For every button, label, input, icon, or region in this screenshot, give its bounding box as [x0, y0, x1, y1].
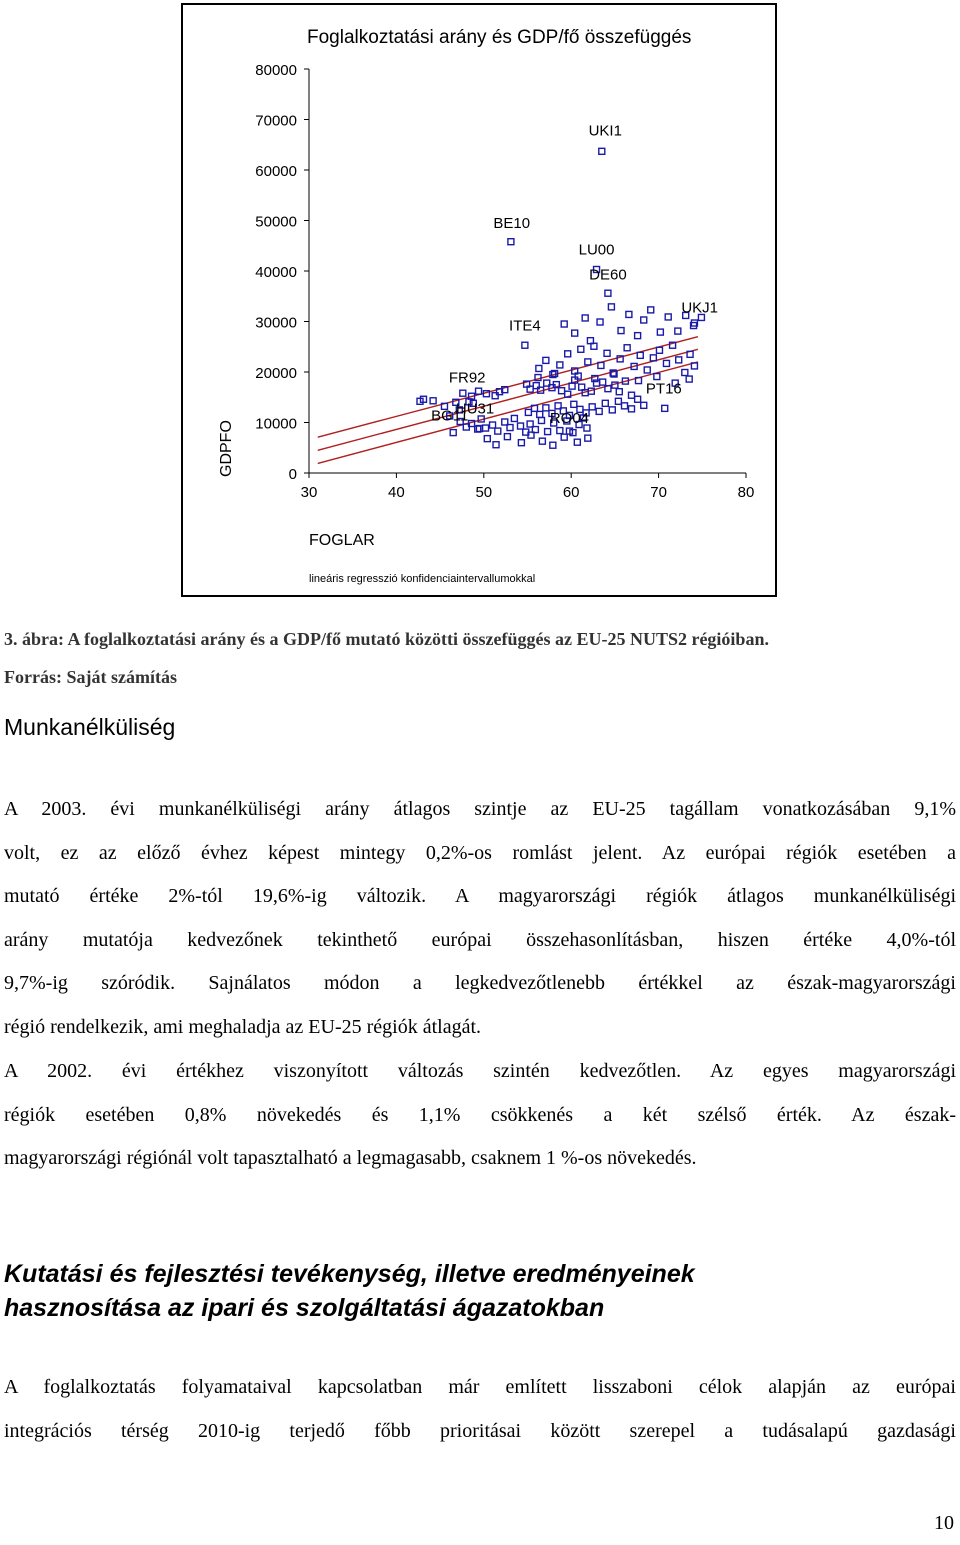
heading-line: hasznosítása az ipari és szolgáltatási ágazatokban: [4, 1294, 605, 1322]
y-tick-label: 60000: [255, 163, 297, 180]
data-point: [561, 321, 567, 327]
figure-source: Forrás: Saját számítás: [4, 667, 177, 687]
data-point: [682, 370, 688, 376]
data-point: [615, 398, 621, 404]
x-tick-label: 50: [475, 484, 493, 501]
x-tick-label: 60: [562, 484, 580, 501]
data-point: [599, 148, 605, 154]
data-point: [686, 376, 692, 382]
y-tick-label: 20000: [255, 365, 297, 382]
text-line: arány mutatója kedvezőnek tekinthető európai összehasonlításban, hiszen értéke 4,0%-tól: [4, 928, 956, 951]
data-point: [490, 422, 496, 428]
section-heading-rd: [4, 1257, 695, 1325]
data-point: [629, 392, 635, 398]
data-point: [641, 402, 647, 408]
x-tick-label: 80: [737, 484, 755, 501]
data-point: [675, 328, 681, 334]
unemployment-paragraph-2: [4, 1050, 956, 1181]
data-point: [624, 345, 630, 351]
data-point: [476, 388, 482, 394]
text-line: mutató értéke 2%-tól 19,6%-ig változik. A magyarországi régiók átlagos munkanélküliségi: [4, 885, 956, 908]
data-point: [629, 406, 635, 412]
data-point: [483, 425, 489, 431]
data-point: [662, 405, 668, 411]
point-label: FR92: [448, 369, 486, 387]
point-label: PT16: [645, 380, 682, 398]
data-point: [518, 423, 524, 429]
text-line: A 2003. évi munkanélküliségi arány átlagos szintje az EU-25 tagállam vonatkozásában 9,1%: [4, 798, 956, 820]
data-point: [536, 365, 542, 371]
page-number: 10: [934, 1512, 954, 1534]
data-point: [559, 388, 565, 394]
data-point: [585, 435, 591, 441]
point-label: BE10: [493, 215, 531, 233]
data-point: [508, 239, 514, 245]
data-point: [430, 398, 436, 404]
data-point: [493, 442, 499, 448]
scatter-chart: [181, 3, 777, 597]
data-point: [656, 347, 662, 353]
data-point: [460, 390, 466, 396]
data-point: [600, 379, 606, 385]
chart-note: lineáris regresszió konfidenciaintervallumokkal: [309, 573, 536, 585]
point-label: DE60: [589, 266, 627, 284]
data-point: [572, 330, 578, 336]
data-point: [648, 307, 654, 313]
y-tick-label: 50000: [255, 213, 297, 231]
x-tick-label: 70: [650, 484, 667, 501]
data-point: [550, 442, 556, 448]
y-tick-label: 40000: [255, 264, 297, 281]
data-point: [596, 408, 602, 414]
data-point: [585, 359, 591, 365]
chart-title: Foglalkoztatási arány és GDP/fő összefüggés: [307, 27, 692, 48]
x-tick-label: 30: [300, 484, 318, 501]
y-tick-label: 30000: [255, 314, 297, 332]
data-point: [626, 311, 632, 317]
point-label: UKJ1: [681, 299, 719, 317]
data-point: [492, 393, 498, 399]
data-point: [525, 409, 531, 415]
data-point: [574, 439, 580, 445]
section-heading-unemployment: Munkanélküliség: [4, 714, 176, 740]
data-point: [605, 290, 611, 296]
figure-caption: 3. ábra: A foglalkoztatási arány és a GDP/fő mutató közötti összefüggés az EU-25 NUTS2 régióiban.: [4, 629, 769, 649]
data-point: [557, 428, 563, 434]
point-label: LU00: [578, 241, 615, 259]
y-tick-label: 70000: [255, 112, 297, 130]
rd-paragraph-1: [4, 1366, 956, 1453]
data-point: [557, 362, 563, 368]
data-point: [616, 389, 622, 395]
y-tick-label: 80000: [255, 62, 297, 79]
data-point: [602, 400, 608, 406]
data-point: [609, 407, 615, 413]
data-point: [450, 430, 456, 436]
data-point: [665, 314, 671, 320]
data-point: [518, 440, 524, 446]
x-tick-label: 40: [388, 484, 405, 501]
data-point: [676, 357, 682, 363]
data-point: [618, 328, 624, 334]
text-line: magyarországi régiónál volt tapasztalható a legmagasabb, csaknem 1 %-os növekedés.: [4, 1147, 697, 1170]
text-line: régió rendelkezik, ami meghaladja az EU-25 régiók átlagát.: [4, 1015, 482, 1038]
text-line: A foglalkoztatás folyamataival kapcsolatban már említett lisszaboni célok alapján az európai: [4, 1376, 956, 1398]
point-label: HU31: [455, 400, 495, 418]
data-point: [545, 429, 551, 435]
data-point: [663, 360, 669, 366]
data-point: [538, 417, 544, 423]
data-point: [569, 383, 575, 389]
y-tick-label: 10000: [255, 415, 297, 433]
data-point: [504, 434, 510, 440]
text-line: régiók esetében 0,8% növekedés és 1,1% csökkenés a két szélső érték. Az észak-: [4, 1103, 956, 1126]
text-line: integrációs térség 2010-ig terjedő főbb prioritásai között szerepel a tudásalapú gazdasági: [4, 1419, 956, 1442]
data-point: [511, 415, 517, 421]
data-point: [495, 428, 501, 434]
data-point: [561, 434, 567, 440]
data-point: [657, 329, 663, 335]
data-point: [578, 346, 584, 352]
data-point: [604, 350, 610, 356]
data-point: [582, 315, 588, 321]
y-tick-label: 0: [288, 466, 297, 483]
x-axis-title: FOGLAR: [309, 532, 375, 549]
data-point: [543, 357, 549, 363]
data-point: [589, 404, 595, 410]
data-point: [637, 352, 643, 358]
data-point: [608, 304, 614, 310]
data-point: [537, 411, 543, 417]
y-axis-title: GDPFO: [218, 420, 235, 477]
point-label: BG11: [431, 407, 469, 425]
unemployment-paragraph-1: [4, 788, 956, 1050]
data-point: [622, 403, 628, 409]
data-point: [543, 405, 549, 411]
data-point: [635, 396, 641, 402]
point-label: RO04: [549, 410, 590, 428]
data-point: [644, 367, 650, 373]
data-point: [635, 333, 641, 339]
data-point: [522, 342, 528, 348]
point-label: UKI1: [588, 122, 622, 140]
data-point: [597, 319, 603, 325]
data-point: [565, 351, 571, 357]
text-line: A 2002. évi értékhez viszonyított változás szintén kedvezőtlen. Az egyes magyarországi: [4, 1060, 956, 1082]
text-line: volt, ez az előző évhez képest mintegy 0,2%-os romlást jelent. Az európai régiók esetében a: [4, 841, 956, 864]
data-point: [539, 438, 545, 444]
heading-line: Kutatási és fejlesztési tevékenység, illetve eredményeinek: [4, 1260, 695, 1288]
data-point: [654, 374, 660, 380]
data-point: [484, 436, 490, 442]
point-label: ITE4: [509, 317, 541, 335]
data-point: [571, 401, 577, 407]
text-line: 9,7%-ig szóródik. Sajnálatos módon a legkedvezőtlenebb értékkel az észak-magyarországi: [4, 972, 956, 995]
data-point: [641, 317, 647, 323]
chart-canvas: [183, 5, 775, 595]
